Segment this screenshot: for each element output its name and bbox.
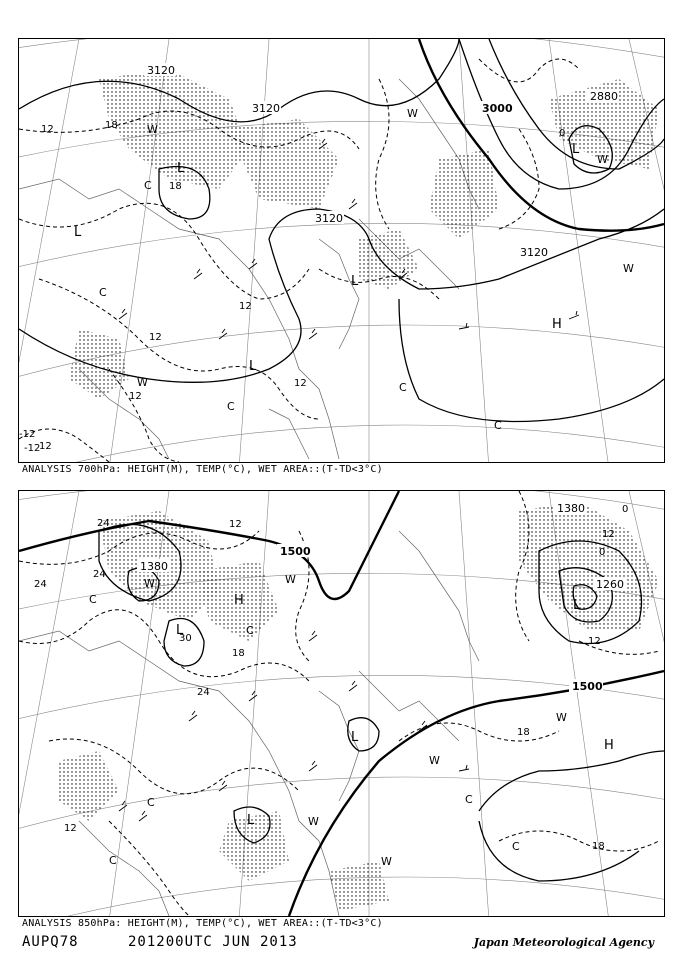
center-symbol: C xyxy=(494,419,502,432)
center-symbol: W xyxy=(381,855,392,868)
temp-label: 12 xyxy=(229,519,242,530)
map-700hpa xyxy=(18,38,665,463)
center-symbol: C xyxy=(227,400,235,413)
temp-label: 12 xyxy=(129,391,142,402)
map-850hpa-canvas xyxy=(19,491,664,916)
temp-label: 24 xyxy=(34,579,47,590)
temp-label: 0 xyxy=(559,128,566,139)
temp-label: 24 xyxy=(93,569,106,580)
height-label: 1500 xyxy=(280,545,311,558)
temp-label: 0 xyxy=(599,547,606,558)
temp-label: -12 xyxy=(24,443,41,454)
center-symbol: L xyxy=(351,730,359,745)
height-label: 3120 xyxy=(252,102,280,115)
center-symbol: C xyxy=(512,840,520,853)
height-label: 1500 xyxy=(572,680,603,693)
center-symbol: H xyxy=(234,593,244,608)
center-symbol: W xyxy=(623,262,634,275)
height-label: 3120 xyxy=(315,212,343,225)
height-label: 1380 xyxy=(557,502,585,515)
center-symbol: W xyxy=(556,711,567,724)
temp-label: 12 xyxy=(41,124,54,135)
temp-label: 18 xyxy=(105,120,118,131)
temp-label: 24 xyxy=(197,687,210,698)
center-symbol: W xyxy=(137,376,148,389)
center-symbol: L xyxy=(176,623,184,638)
valid-time: 201200UTC JUN 2013 xyxy=(128,934,298,950)
height-label: 1380 xyxy=(140,560,168,573)
center-symbol: C xyxy=(465,793,473,806)
temp-label: 18 xyxy=(169,181,182,192)
center-symbol: W xyxy=(285,573,296,586)
temp-label: 18 xyxy=(232,648,245,659)
center-symbol: L xyxy=(573,598,581,613)
center-symbol: L xyxy=(177,161,185,176)
temp-label: 30 xyxy=(179,633,192,644)
center-symbol: H xyxy=(604,738,614,753)
height-label: 3000 xyxy=(482,102,513,115)
center-symbol: C xyxy=(246,624,254,637)
chart-code: AUPQ78 xyxy=(22,934,79,950)
height-label: 1260 xyxy=(596,578,624,591)
temp-label: 24 xyxy=(97,518,110,529)
temp-label: 12 xyxy=(588,636,601,647)
center-symbol: L xyxy=(247,813,255,828)
center-symbol: W xyxy=(308,815,319,828)
center-symbol: L xyxy=(572,142,580,157)
height-label: 3120 xyxy=(147,64,175,77)
map-700hpa-canvas xyxy=(19,39,664,462)
map-850hpa xyxy=(18,490,665,917)
center-symbol: C xyxy=(99,286,107,299)
temp-label: 12 xyxy=(64,823,77,834)
center-symbol: W xyxy=(597,153,608,166)
map-700hpa-caption: ANALYSIS 700hPa: HEIGHT(M), TEMP(°C), WET AREA::(T-TD<3°C) xyxy=(22,464,383,475)
temp-label: 12 xyxy=(294,378,307,389)
center-symbol: C xyxy=(147,796,155,809)
height-label: 3120 xyxy=(520,246,548,259)
agency-name: Japan Meteorological Agency xyxy=(473,936,654,949)
center-symbol: L xyxy=(351,274,359,289)
height-label: 2880 xyxy=(590,90,618,103)
center-symbol: W xyxy=(407,107,418,120)
map-850hpa-caption: ANALYSIS 850hPa: HEIGHT(M), TEMP(°C), WET AREA::(T-TD<3°C) xyxy=(22,918,383,929)
temp-label: 12 xyxy=(239,301,252,312)
temp-label: 12 xyxy=(602,529,615,540)
center-symbol: H xyxy=(552,317,562,332)
center-symbol: W xyxy=(147,123,158,136)
center-symbol: C xyxy=(144,179,152,192)
center-symbol: C xyxy=(109,854,117,867)
temp-label: 12 xyxy=(39,441,52,452)
center-symbol: W xyxy=(429,754,440,767)
temp-label: 12 xyxy=(149,332,162,343)
center-symbol: L xyxy=(74,225,82,240)
center-symbol: C xyxy=(89,593,97,606)
temp-label: 0 xyxy=(622,504,629,515)
temp-label: 18 xyxy=(592,841,605,852)
temp-label: -12 xyxy=(19,429,36,440)
center-symbol: L xyxy=(249,359,257,374)
center-symbol: W xyxy=(144,577,155,590)
temp-label: 18 xyxy=(517,727,530,738)
center-symbol: C xyxy=(399,381,407,394)
